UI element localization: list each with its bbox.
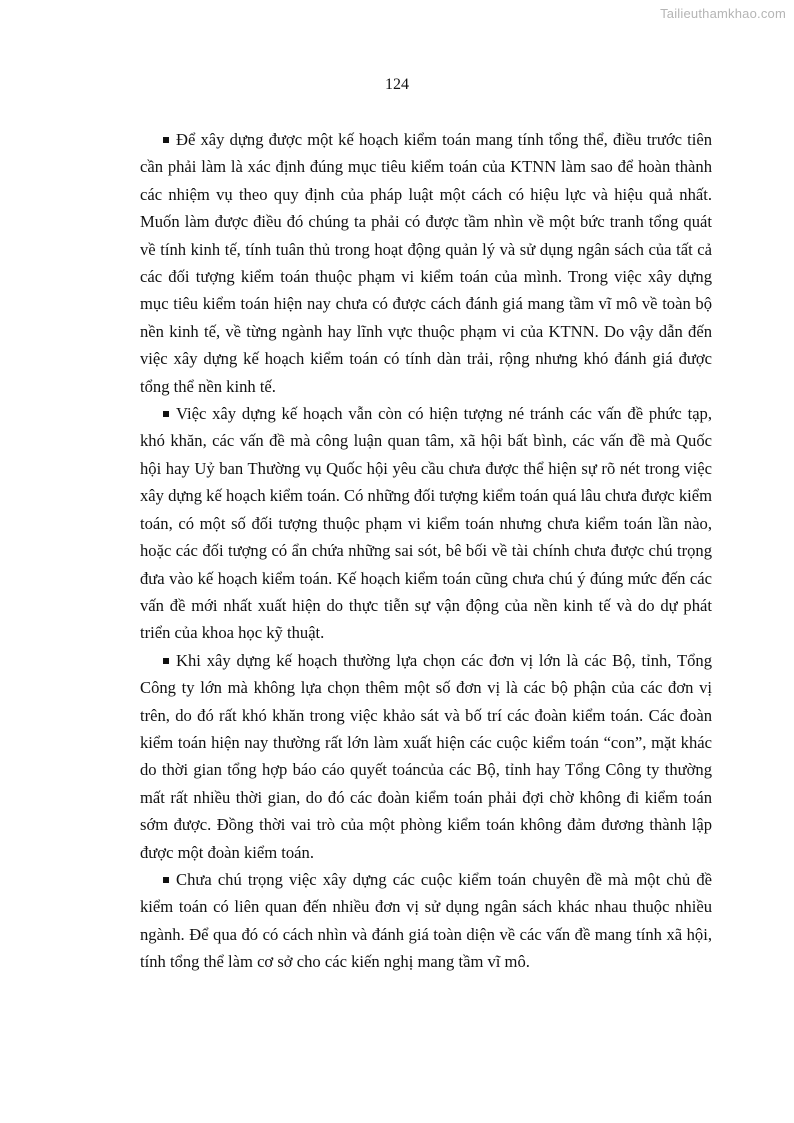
document-body <box>140 126 712 976</box>
paragraph-text: Khi xây dựng kế hoạch thường lựa chọn các đơn vị lớn là các Bộ, tỉnh, Tổng Công ty lớn mà không lựa chọn thêm một số đơn vị là các bộ phận của các đơn vị trên, do đó rất khó khăn trong việc khảo sát và bố trí các đoàn kiểm toán. Các đoàn kiểm toán hiện nay thường rất lớn làm xuất hiện các cuộc kiểm toán “con”, mặt khác do thời gian tổng hợp báo cáo quyết toáncủa các Bộ, tỉnh hay Tổng Công ty thường mất rất nhiều thời gian, do đó các đoàn kiểm toán phải đợi chờ không đi kiểm toán sớm được. Đồng thời vai trò của một phòng kiểm toán không đảm đương thành lập được một đoàn kiểm toán. <box>140 650 712 862</box>
paragraph-text: Việc xây dựng kế hoạch vẫn còn có hiện tượng né tránh các vấn đề phức tạp, khó khăn, các vấn đề mà công luận quan tâm, xã hội bất bình, các vấn đề mà Quốc hội hay Uỷ ban Thường vụ Quốc hội yêu cầu chưa được thể hiện sự rõ nét trong việc xây dựng kế hoạch kiểm toán. Có những đối tượng kiểm toán quá lâu chưa được kiểm toán, có một số đối tượng thuộc phạm vi kiểm toán nhưng chưa kiểm toán lần nào, hoặc các đối tượng có ẩn chứa những sai sót, bê bối về tài chính chưa được chú trọng đưa vào kế hoạch kiểm toán. Kế hoạch kiểm toán cũng chưa chú ý đúng mức đến các vấn đề mới nhất xuất hiện do thực tiễn sự vận động của nền kinh tế và do dự phát triển của khoa học kỹ thuật. <box>140 404 712 643</box>
square-bullet-icon <box>163 137 169 143</box>
square-bullet-icon <box>163 411 169 417</box>
paragraph <box>140 647 712 866</box>
paragraph <box>140 126 712 400</box>
watermark: Tailieuthamkhao.com <box>660 6 786 21</box>
square-bullet-icon <box>163 877 169 883</box>
page-number: 124 <box>385 76 409 93</box>
paragraph-text: Chưa chú trọng việc xây dựng các cuộc kiểm toán chuyên đề mà một chủ đề kiểm toán có liên quan đến nhiều đơn vị sử dụng ngân sách khác nhau thuộc nhiều ngành. Để qua đó có cách nhìn và đánh giá toàn diện về các vấn đề mang tính xã hội, tính tổng thể làm cơ sở cho các kiến nghị mang tầm vĩ mô. <box>140 869 712 972</box>
paragraph <box>140 866 712 976</box>
square-bullet-icon <box>163 658 169 664</box>
paragraph <box>140 400 712 647</box>
paragraph-text: Để xây dựng được một kế hoạch kiểm toán mang tính tổng thể, điều trước tiên cần phải làm là xác định đúng mục tiêu kiểm toán của KTNN làm sao để hoàn thành các nhiệm vụ theo quy định của pháp luật một cách có hiệu lực và hiệu quả nhất. Muốn làm được điều đó chúng ta phải có được tầm nhìn về một bức tranh tổng quát về tính kinh tế, tính tuân thủ trong hoạt động quản lý và sử dụng ngân sách của tất cả các đối tượng kiểm toán thuộc phạm vi kiểm toán của mình. Trong việc xây dựng mục tiêu kiểm toán hiện nay chưa có được cách đánh giá mang tầm vĩ mô về toàn bộ nền kinh tế, về từng ngành hay lĩnh vực thuộc phạm vi của KTNN. Do vậy dẫn đến việc xây dựng kế hoạch kiểm toán có tính dàn trải, rộng nhưng khó đánh giá được tổng thể nền kinh tế. <box>140 130 712 396</box>
